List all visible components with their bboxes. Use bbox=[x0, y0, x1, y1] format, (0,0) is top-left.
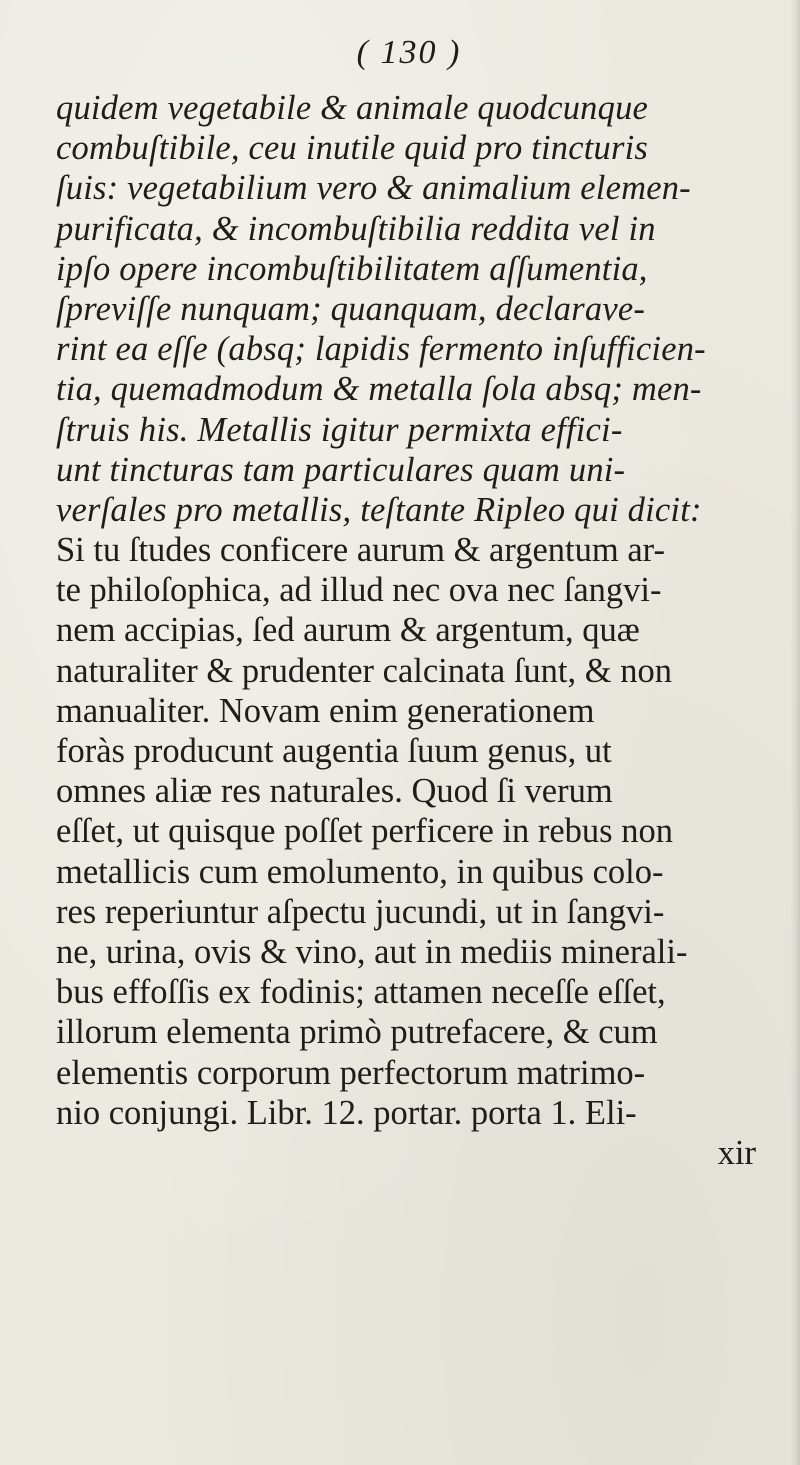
text-line bbox=[56, 289, 756, 329]
text-line bbox=[56, 610, 756, 650]
text-line-content: ne, urina, ovis & vino, aut in mediis minerali- bbox=[56, 932, 688, 971]
text-line-content: omnes aliæ res naturales. Quod ſi verum bbox=[56, 772, 613, 811]
text-line bbox=[56, 168, 756, 208]
text-line bbox=[56, 1053, 756, 1093]
text-line-content: foràs producunt augentia ſuum genus, ut bbox=[56, 732, 612, 770]
page-edge-shadow bbox=[790, 0, 800, 1465]
text-line bbox=[56, 490, 756, 530]
text-line-content: elementis corporum perfectorum matrimo- bbox=[56, 1053, 646, 1092]
text-line bbox=[56, 329, 756, 369]
text-line bbox=[56, 1093, 756, 1133]
text-line-content: verſales pro metallis, teſtante Ripleo qui dicit: bbox=[56, 490, 702, 529]
text-line bbox=[56, 811, 756, 851]
text-line bbox=[56, 651, 756, 691]
text-line-content: illorum elementa primò putrefacere, & cum bbox=[56, 1013, 658, 1052]
text-line-content: ſpreviſſe nunquam; quanquam, declarave- bbox=[56, 289, 646, 328]
text-line-content: ſtruis his. Metallis igitur permixta effici- bbox=[56, 410, 623, 449]
text-line bbox=[56, 852, 756, 892]
text-line bbox=[56, 972, 756, 1012]
text-line-content: eſſet, ut quisque poſſet perficere in rebus non bbox=[56, 812, 673, 851]
text-line-content: Si tu ſtudes conficere aurum & argentum ar- bbox=[56, 531, 665, 570]
text-line bbox=[56, 209, 756, 249]
body-text bbox=[56, 88, 756, 1173]
text-line bbox=[56, 691, 756, 731]
text-line-content: naturaliter & prudenter calcinata ſunt, & non bbox=[56, 651, 672, 690]
text-line-content: unt tincturas tam particulares quam uni- bbox=[56, 450, 626, 489]
text-line-content: metallicis cum emolumento, in quibus colo- bbox=[56, 852, 664, 891]
text-line-content: res reperiuntur aſpectu jucundi, ut in ſangvi- bbox=[56, 892, 665, 931]
page-number: ( 130 ) bbox=[356, 34, 462, 71]
text-line bbox=[56, 570, 756, 610]
text-line-content: manualiter. Novam enim generationem bbox=[56, 691, 595, 730]
text-line-content: nio conjungi. Libr. 12. portar. porta 1. Eli- bbox=[56, 1093, 637, 1132]
text-line bbox=[56, 771, 756, 811]
text-line-content: bus effoſſis ex fodinis; attamen neceſſe eſſet, bbox=[56, 973, 666, 1012]
text-line-content: ſuis: vegetabilium vero & animalium elemen- bbox=[56, 169, 691, 208]
text-line-content: ipſo opere incombuſtibilitatem aſſumentia, bbox=[56, 249, 648, 288]
text-line bbox=[56, 892, 756, 932]
text-line-content: te philoſophica, ad illud nec ova nec ſangvi- bbox=[56, 571, 662, 610]
text-line-content: xir bbox=[717, 1133, 756, 1172]
text-line-content: quidem vegetabile & animale quodcunque bbox=[56, 89, 649, 127]
catchword bbox=[56, 1133, 756, 1173]
text-line bbox=[56, 249, 756, 289]
text-line-content: nem accipias, ſed aurum & argentum, quæ bbox=[56, 611, 640, 650]
text-line-content: combuſtibile, ceu inutile quid pro tincturis bbox=[56, 129, 649, 168]
text-line bbox=[56, 731, 756, 771]
text-line-content: rint ea eſſe (absq; lapidis fermento inſufficien- bbox=[56, 330, 706, 369]
text-line bbox=[56, 410, 756, 450]
text-line bbox=[56, 530, 756, 570]
text-line bbox=[56, 932, 756, 972]
text-line bbox=[56, 128, 756, 168]
text-line bbox=[56, 450, 756, 490]
text-line-content: purificata, & incombuſtibilia reddita vel in bbox=[56, 209, 656, 248]
text-line-content: tia, quemadmodum & metalla ſola absq; men- bbox=[56, 370, 702, 409]
text-line bbox=[56, 1012, 756, 1052]
text-line bbox=[56, 369, 756, 409]
text-line bbox=[56, 88, 756, 128]
